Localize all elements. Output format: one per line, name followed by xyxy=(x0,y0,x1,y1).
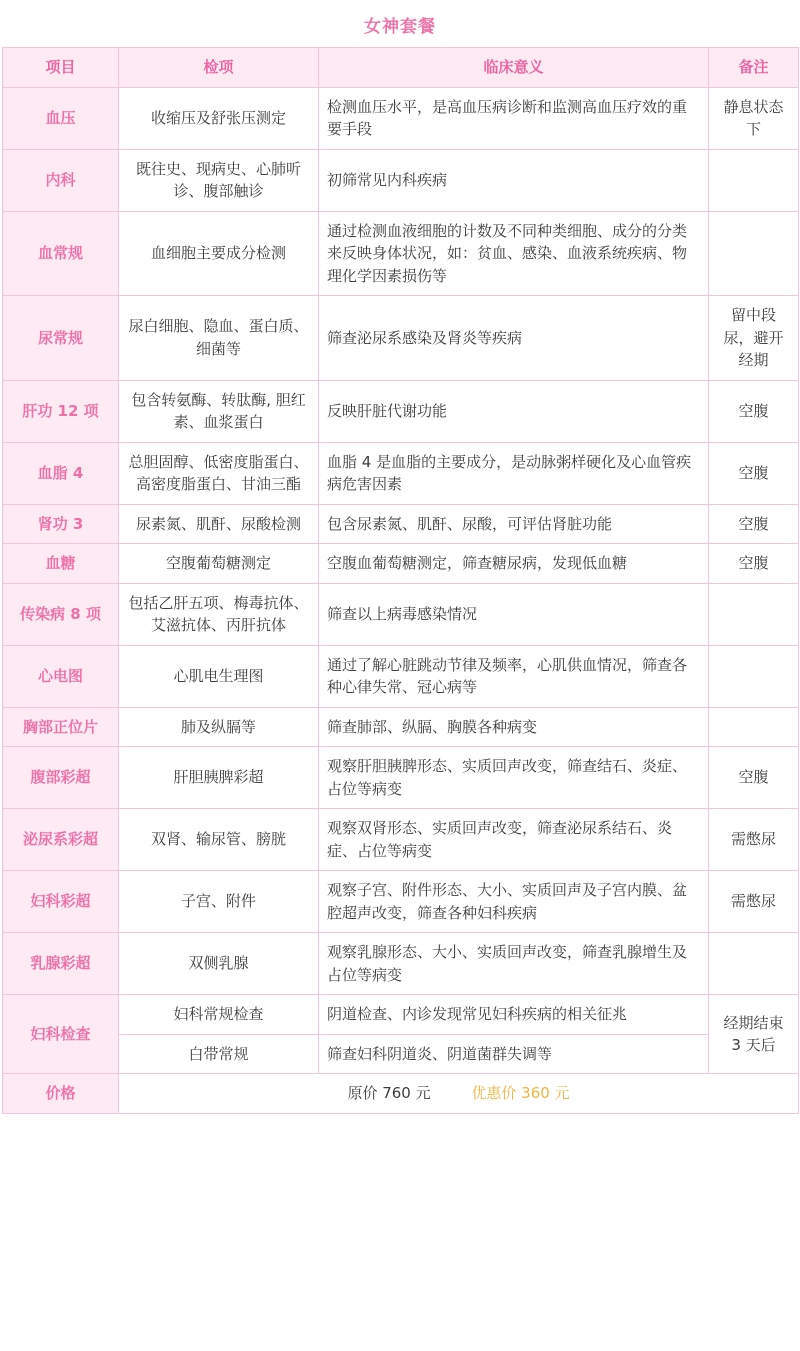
table-row xyxy=(3,583,799,645)
discount-price: 优惠价 360 元 xyxy=(471,1084,570,1102)
row-category: 乳腺彩超 xyxy=(3,933,119,995)
row-item: 双肾、输尿管、膀胱 xyxy=(119,809,319,871)
row-meaning: 观察乳腺形态、大小、实质回声改变，筛查乳腺增生及占位等病变 xyxy=(319,933,709,995)
row-item: 总胆固醇、低密度脂蛋白、高密度脂蛋白、甘油三酯 xyxy=(119,442,319,504)
table-body xyxy=(3,87,799,1113)
row-meaning: 包含尿素氮、肌酐、尿酸，可评估肾脏功能 xyxy=(319,504,709,544)
row-item: 空腹葡萄糖测定 xyxy=(119,544,319,584)
row-item: 肝胆胰脾彩超 xyxy=(119,747,319,809)
row-item: 包括乙肝五项、梅毒抗体、艾滋抗体、丙肝抗体 xyxy=(119,583,319,645)
row-meaning: 血脂 4 是血脂的主要成分，是动脉粥样硬化及心血管疾病危害因素 xyxy=(319,442,709,504)
row-category: 血脂 4 xyxy=(3,442,119,504)
row-meaning: 观察子宫、附件形态、大小、实质回声及子宫内膜、盆腔超声改变，筛查各种妇科疾病 xyxy=(319,871,709,933)
row-category: 肾功 3 xyxy=(3,504,119,544)
row-item: 尿白细胞、隐血、蛋白质、细菌等 xyxy=(119,296,319,381)
row-item: 收缩压及舒张压测定 xyxy=(119,87,319,149)
row-meaning: 通过了解心脏跳动节律及频率，心肌供血情况，筛查各种心律失常、冠心病等 xyxy=(319,645,709,707)
price-label: 价格 xyxy=(3,1074,119,1114)
row-item: 血细胞主要成分检测 xyxy=(119,211,319,296)
row-category: 心电图 xyxy=(3,645,119,707)
table-row xyxy=(3,707,799,747)
row-category: 泌尿系彩超 xyxy=(3,809,119,871)
row-category: 腹部彩超 xyxy=(3,747,119,809)
row-meaning: 初筛常见内科疾病 xyxy=(319,149,709,211)
table-row xyxy=(3,442,799,504)
row-item: 白带常规 xyxy=(119,1034,319,1074)
original-price: 原价 760 元 xyxy=(347,1084,431,1102)
table-row xyxy=(3,645,799,707)
price-values xyxy=(119,1074,799,1114)
row-category: 血常规 xyxy=(3,211,119,296)
row-meaning: 阴道检查、内诊发现常见妇科疾病的相关征兆 xyxy=(319,995,709,1035)
table-row xyxy=(3,380,799,442)
row-meaning: 反映肝脏代谢功能 xyxy=(319,380,709,442)
row-note: 空腹 xyxy=(709,544,799,584)
header-row xyxy=(3,48,799,88)
row-meaning: 检测血压水平，是高血压病诊断和监测高血压疗效的重要手段 xyxy=(319,87,709,149)
row-note: 静息状态下 xyxy=(709,87,799,149)
table-row xyxy=(3,87,799,149)
table-row-gyn-exam-1 xyxy=(3,995,799,1035)
column-header-note: 备注 xyxy=(709,48,799,88)
table-row xyxy=(3,747,799,809)
table-row xyxy=(3,933,799,995)
row-item: 心肌电生理图 xyxy=(119,645,319,707)
table-row-price xyxy=(3,1074,799,1114)
row-note: 留中段尿，避开经期 xyxy=(709,296,799,381)
table-row xyxy=(3,544,799,584)
row-category: 胸部正位片 xyxy=(3,707,119,747)
page-title: 女神套餐 xyxy=(364,17,436,37)
row-note xyxy=(709,933,799,995)
row-note xyxy=(709,583,799,645)
row-note xyxy=(709,707,799,747)
row-note: 需憋尿 xyxy=(709,871,799,933)
row-category: 血糖 xyxy=(3,544,119,584)
row-category: 内科 xyxy=(3,149,119,211)
row-note: 空腹 xyxy=(709,747,799,809)
row-note xyxy=(709,149,799,211)
row-item: 肺及纵膈等 xyxy=(119,707,319,747)
package-table xyxy=(2,47,799,1114)
row-category: 妇科检查 xyxy=(3,995,119,1074)
table-row xyxy=(3,809,799,871)
row-meaning: 筛查肺部、纵膈、胸膜各种病变 xyxy=(319,707,709,747)
row-note xyxy=(709,211,799,296)
row-meaning: 通过检测血液细胞的计数及不同种类细胞、成分的分类来反映身体状况，如：贫血、感染、血液系统疾病、物理化学因素损伤等 xyxy=(319,211,709,296)
row-category: 肝功 12 项 xyxy=(3,380,119,442)
row-item: 妇科常规检查 xyxy=(119,995,319,1035)
row-item: 尿素氮、肌酐、尿酸检测 xyxy=(119,504,319,544)
row-note xyxy=(709,645,799,707)
row-category: 尿常规 xyxy=(3,296,119,381)
row-note: 经期结束 3 天后 xyxy=(709,995,799,1074)
table-header xyxy=(3,48,799,88)
row-note: 需憋尿 xyxy=(709,809,799,871)
row-meaning: 筛查泌尿系感染及肾炎等疾病 xyxy=(319,296,709,381)
row-item: 既往史、现病史、心肺听诊、腹部触诊 xyxy=(119,149,319,211)
row-meaning: 筛查妇科阴道炎、阴道菌群失调等 xyxy=(319,1034,709,1074)
row-meaning: 观察双肾形态、实质回声改变，筛查泌尿系结石、炎症、占位等病变 xyxy=(319,809,709,871)
table-row-gyn-exam-2 xyxy=(3,1034,799,1074)
column-header-category: 项目 xyxy=(3,48,119,88)
table-row xyxy=(3,149,799,211)
row-meaning: 空腹血葡萄糖测定，筛查糖尿病，发现低血糖 xyxy=(319,544,709,584)
row-item: 包含转氨酶、转肽酶, 胆红素、血浆蛋白 xyxy=(119,380,319,442)
row-meaning: 筛查以上病毒感染情况 xyxy=(319,583,709,645)
column-header-item: 检项 xyxy=(119,48,319,88)
row-item: 子宫、附件 xyxy=(119,871,319,933)
column-header-meaning: 临床意义 xyxy=(319,48,709,88)
table-row xyxy=(3,504,799,544)
row-item: 双侧乳腺 xyxy=(119,933,319,995)
table-row xyxy=(3,296,799,381)
row-category: 血压 xyxy=(3,87,119,149)
row-category: 传染病 8 项 xyxy=(3,583,119,645)
row-meaning: 观察肝胆胰脾形态、实质回声改变，筛查结石、炎症、占位等病变 xyxy=(319,747,709,809)
row-note: 空腹 xyxy=(709,504,799,544)
row-category: 妇科彩超 xyxy=(3,871,119,933)
table-row xyxy=(3,871,799,933)
row-note: 空腹 xyxy=(709,442,799,504)
row-note: 空腹 xyxy=(709,380,799,442)
table-row xyxy=(3,211,799,296)
